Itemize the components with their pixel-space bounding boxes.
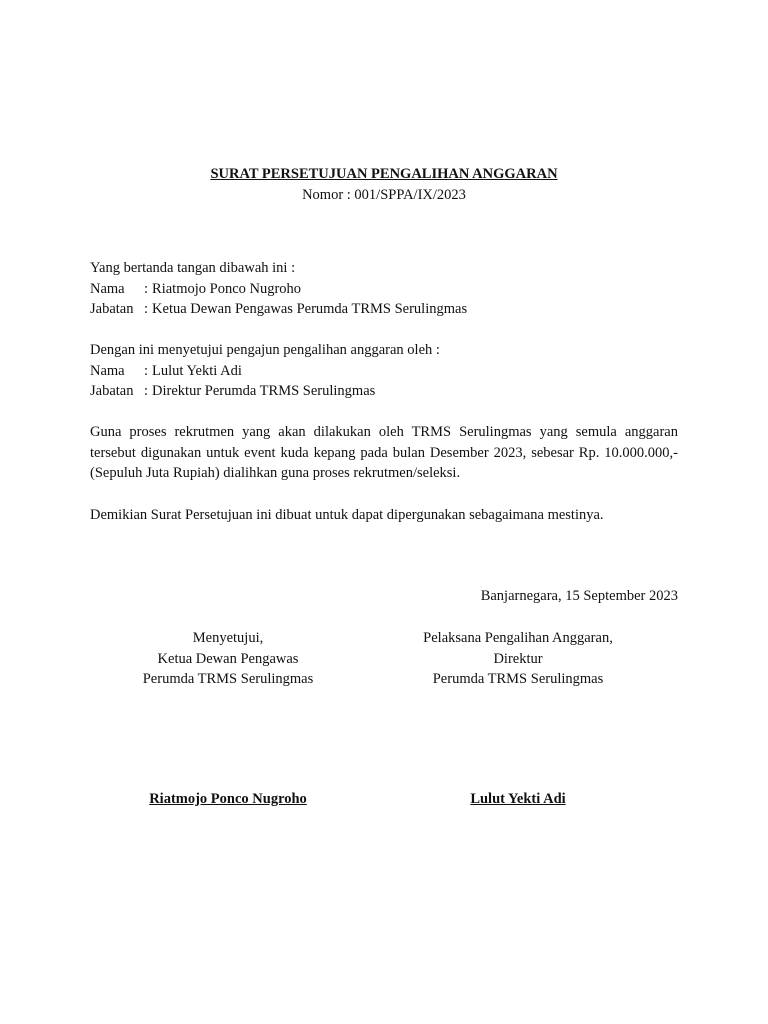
signature-block-right: [403, 628, 633, 690]
signature-left-line2: Ketua Dewan Pengawas: [157, 650, 299, 667]
signer-name-row: Nama : Riatmojo Ponco Nugroho: [90, 279, 678, 300]
signatory-name-right: Lulut Yekti Adi: [470, 791, 566, 807]
signer-name-label: Nama: [90, 280, 125, 297]
applicant-position-row: Jabatan : Direktur Perumda TRMS Serulingmas: [90, 381, 678, 402]
applicant-name-value: Lulut Yekti Adi: [152, 362, 242, 379]
signature-right-line2: Direktur: [493, 650, 543, 667]
signature-right-line3: Perumda TRMS Serulingmas: [432, 671, 604, 687]
document-title: SURAT PERSETUJUAN PENGALIHAN ANGGARAN: [210, 166, 558, 182]
signatory-name-left: Riatmojo Ponco Nugroho: [149, 791, 307, 807]
applicant-section: [90, 340, 678, 402]
signer-position-row: Jabatan : Ketua Dewan Pengawas Perumda TRMS Serulingmas: [90, 299, 678, 320]
letter-header: [0, 164, 768, 205]
applicant-name-row: Nama : Lulut Yekti Adi: [90, 361, 678, 382]
signer-intro: Yang bertanda tangan dibawah ini :: [90, 260, 296, 276]
body-paragraph: Guna proses rekrutmen yang akan dilakukan oleh TRMS Serulingmas yang semula anggaran tersebut digunakan untuk event kuda kepang pada bulan Desember 2023, sebesar Rp. 10.000.000,- (Sepuluh Juta Rupiah) dialihkan guna proses rekrutmen/seleksi.: [90, 424, 678, 481]
applicant-intro: Dengan ini menyetujui pengajun pengalihan anggaran oleh :: [90, 342, 440, 358]
signer-position-value: Ketua Dewan Pengawas Perumda TRMS Serulingmas: [152, 301, 468, 317]
closing-paragraph: Demikian Surat Persetujuan ini dibuat untuk dapat dipergunakan sebagaimana mestinya.: [90, 507, 604, 523]
signature-left-line3: Perumda TRMS Serulingmas: [142, 671, 314, 687]
applicant-name-label: Nama: [90, 362, 125, 379]
signer-section: [90, 258, 678, 320]
document-number: Nomor : 001/SPPA/IX/2023: [302, 186, 466, 203]
signer-name-value: Riatmojo Ponco Nugroho: [152, 280, 302, 297]
signature-block-left: [128, 628, 328, 690]
applicant-position-value: Direktur Perumda TRMS Serulingmas: [152, 383, 376, 399]
place-date: Banjarnegara, 15 September 2023: [480, 588, 678, 604]
signer-position-label: Jabatan: [90, 301, 134, 317]
signature-left-line1: Menyetujui,: [192, 630, 264, 646]
applicant-position-label: Jabatan: [90, 383, 134, 399]
signature-right-line1: Pelaksana Pengalihan Anggaran,: [423, 630, 613, 646]
